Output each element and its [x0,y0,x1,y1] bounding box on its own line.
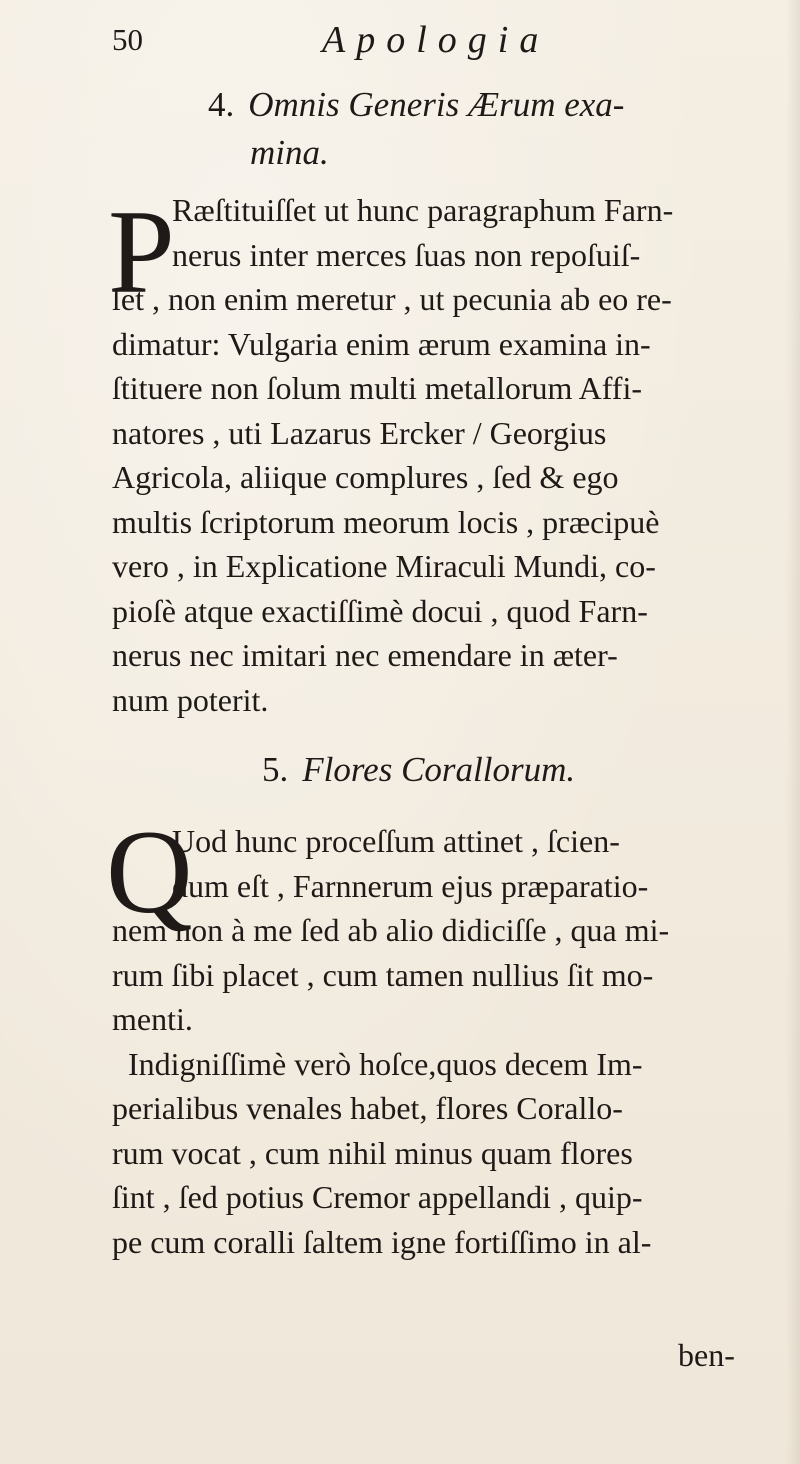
text-line: Indigniſſimè verò hoſce,quos decem Im- [128,1045,643,1082]
section-5-body [112,819,752,1264]
catchword: ben- [678,1337,735,1373]
text-line: natores , uti Lazarus Ercker / Georgius [112,414,607,451]
text-line: ſtituere non ſolum multi metallorum Affi- [112,370,642,406]
text-line: ſint , ſed potius Cremor appellandi , quip- [112,1179,643,1215]
text-line: ſet , non enim meretur , ut pecunia ab eo re- [112,281,672,317]
text-line: pe cum coralli ſaltem igne fortiſſimo in al- [112,1223,652,1260]
section-4-dropcap: P [108,185,175,318]
section-4-number: 4. [208,85,235,124]
section-5-dropcap: Q [106,805,193,938]
running-title: Apologia [322,19,550,61]
text-line: vero , in Explicatione Miraculi Mundi, co- [112,548,656,584]
section-5-heading-text: Flores Corallorum. [302,750,576,789]
text-line: dum eſt , Farnnerum ejus præparatio- [172,867,649,904]
text-line: Agricola, aliique complures , ſed & ego [112,459,619,495]
text-line: multis ſcriptorum meorum locis , præcipuè [112,503,660,540]
page-edge-shadow [786,0,800,1464]
text-line: nerus nec imitari nec emendare in æter- [112,637,618,673]
section-4-heading-text: Omnis Generis Ærum exa- [248,85,625,124]
section-4-heading-line-2: mina. [250,133,329,172]
text-line: perialibus venales habet, flores Corallo- [112,1090,623,1126]
text-line: Uod hunc proceſſum attinet , ſcien- [172,823,620,859]
text-line: menti. [112,1001,193,1037]
section-5-heading [262,745,575,795]
text-line: pioſè atque exactiſſimè docui , quod Farn- [112,592,648,629]
section-4-heading-line-1 [208,80,624,130]
text-line: num poterit. [112,681,269,718]
running-head [112,19,712,66]
text-line: Ræſtituiſſet ut hunc paragraphum Farn- [172,192,674,228]
text-line: rum vocat , cum nihil minus quam flores [112,1134,633,1171]
section-4-body [112,188,752,722]
text-line: rum ſibi placet , cum tamen nullius ſit mo- [112,956,654,993]
text-line: nerus inter merces ſuas non repoſuiſ- [172,236,641,273]
text-line: dimatur: Vulgaria enim ærum examina in- [112,325,651,362]
text-line: nem non à me ſed ab alio didiciſſe , qua mi- [112,912,670,948]
section-5-number: 5. [262,750,289,789]
page-number: 50 [112,22,143,57]
